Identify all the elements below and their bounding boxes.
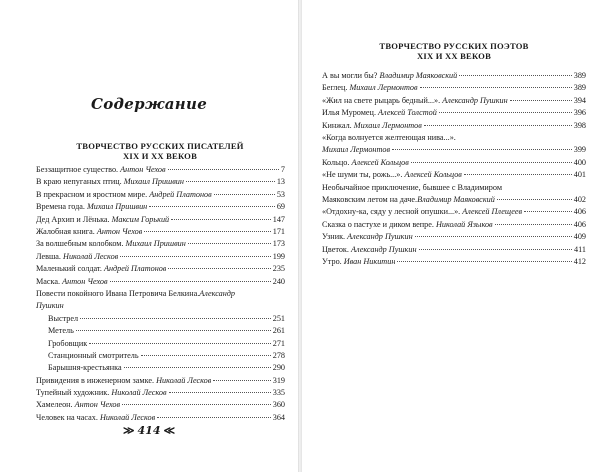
entry-title: Сказка о пастухе и диком вепре. Николай Языков	[322, 219, 493, 229]
dot-leader	[411, 162, 572, 163]
entry-page: 271	[272, 338, 285, 348]
toc-entry[interactable]	[322, 206, 586, 218]
entry-author: Антон Чехов	[74, 400, 121, 410]
dot-leader	[144, 231, 270, 232]
toc-entry[interactable]	[36, 399, 285, 411]
entry-title: Гробовщик	[48, 338, 88, 348]
entry-title: Утро. Иван Никитин	[322, 256, 396, 266]
entry-author: Владимир Маяковский	[417, 194, 495, 204]
toc-entry[interactable]	[36, 387, 285, 399]
entry-author: Николай Лесков	[63, 251, 119, 261]
toc-entry[interactable]	[36, 276, 285, 288]
toc-entry[interactable]	[322, 256, 586, 268]
toc-entry[interactable]	[36, 251, 285, 263]
entry-page: 13	[276, 177, 285, 187]
section-heading-line: ТВОРЧЕСТВО РУССКИХ ПИСАТЕЛЕЙ	[76, 141, 244, 151]
entry-title: Узник. Александр Пушкин	[322, 232, 413, 242]
entry-title: «Жил на свете рыцарь бедный...». Александр Пушкин	[322, 95, 508, 105]
toc-entry[interactable]	[322, 70, 586, 82]
entry-author: Николай Лесков	[99, 412, 156, 422]
entry-title: Цветок. Александр Пушкин	[322, 244, 417, 254]
toc-entry[interactable]	[322, 244, 586, 256]
entry-title: Маска. Антон Чехов	[36, 276, 108, 286]
entry-page: 389	[573, 71, 586, 80]
entry-page: 409	[573, 232, 586, 242]
contents-title: Содержание	[90, 95, 208, 113]
entry-title: «Не шуми ты, рожь...». Алексей Кольцов	[322, 170, 462, 180]
entry-author: Алексей Плещеев	[462, 207, 523, 217]
entry-author: Александр Пушкин	[442, 95, 508, 105]
entry-author: Андрей Платонов	[149, 189, 212, 199]
dot-leader	[169, 392, 271, 393]
toc-entry[interactable]	[36, 263, 285, 275]
toc-entry[interactable]	[36, 375, 285, 387]
toc-sub-entry[interactable]	[36, 350, 285, 362]
toc-entry[interactable]	[322, 231, 586, 243]
entry-title: Необычайное приключение, бывшее с Владимиром	[322, 182, 503, 192]
dot-leader	[459, 75, 571, 76]
dot-leader	[122, 404, 271, 405]
entry-page: 335	[272, 388, 285, 398]
entry-title: Жалобная книга. Антон Чехов	[36, 226, 143, 236]
entry-author: Александр Пушкин	[347, 232, 413, 242]
toc-entry-adventure[interactable]	[322, 182, 586, 207]
toc-writers	[36, 164, 285, 424]
toc-sub-entry[interactable]	[36, 362, 285, 374]
section-heading-poets	[322, 41, 586, 61]
entry-page: 251	[272, 313, 285, 323]
entry-page: 399	[573, 145, 586, 155]
toc-entry[interactable]	[36, 214, 285, 226]
entry-page: 261	[272, 326, 285, 336]
toc-entry[interactable]	[322, 157, 586, 169]
entry-page: 147	[272, 214, 285, 224]
ornament-right-icon: ≪	[163, 424, 175, 437]
entry-title: Времена года. Михаил Пришвин	[36, 202, 148, 212]
entry-title: Метель	[48, 326, 74, 336]
entry-author: Иван Никитин	[343, 256, 396, 266]
dot-leader	[397, 261, 571, 262]
entry-title: Человек на часах. Николай Лесков	[36, 412, 156, 422]
dot-leader	[124, 367, 271, 368]
toc-entry[interactable]	[322, 120, 586, 132]
entry-author: Михаил Пришвин	[123, 177, 184, 187]
page-number-text: 414	[137, 424, 161, 437]
entry-author: Николай Языков	[436, 219, 493, 229]
toc-entry[interactable]	[322, 95, 586, 107]
ornament-left-icon: ≫	[123, 424, 135, 437]
section-heading-writers	[36, 141, 284, 161]
entry-page: 173	[272, 239, 285, 249]
dot-leader	[120, 256, 270, 257]
entry-title: Хамелеон. Антон Чехов	[36, 400, 121, 410]
dot-leader	[464, 174, 572, 175]
entry-page: 406	[573, 207, 586, 217]
entry-author: Алексей Толстой	[378, 108, 437, 118]
dot-leader	[439, 112, 572, 113]
entry-author: Владимир Маяковский	[379, 71, 458, 80]
entry-title: Барышня-крестьянка	[48, 363, 122, 373]
entry-title: Дед Архип и Лёнька. Максим Горький	[36, 214, 170, 224]
entry-page: 7	[280, 165, 285, 174]
entry-author: Антон Чехов	[62, 276, 108, 286]
entry-page: 389	[573, 83, 586, 93]
entry-title: Кинжал. Михаил Лермонтов	[322, 120, 422, 130]
entry-page: 290	[272, 363, 285, 373]
dot-leader	[188, 243, 271, 244]
entry-title: «Отдохну-ка, сяду у лесной опушки...». Алексей Плещеев	[322, 207, 523, 217]
entry-author: Михаил Лермонтов	[353, 120, 422, 130]
entry-author: Алексей Кольцов	[404, 170, 462, 180]
entry-title: Беззащитное существо. Антон Чехов	[36, 165, 166, 174]
entry-title: За волшебным колобком. Михаил Пришвин	[36, 239, 186, 249]
entry-author: Николай Лесков	[111, 388, 167, 398]
dot-leader	[510, 100, 572, 101]
section-heading-line: XIX И XX ВЕКОВ	[417, 51, 491, 61]
toc-entry[interactable]	[36, 164, 285, 176]
dot-leader	[76, 330, 271, 331]
dot-leader	[424, 125, 572, 126]
dot-leader	[89, 343, 271, 344]
entry-page: 411	[574, 244, 586, 254]
dot-leader	[149, 206, 275, 207]
entry-page: 171	[272, 226, 285, 236]
toc-entry[interactable]	[322, 169, 586, 181]
entry-page: 240	[272, 276, 285, 286]
entry-author: Антон Чехов	[96, 226, 143, 236]
entry-title: Привидения в инженерном замке. Николай Лесков	[36, 375, 212, 385]
toc-sub-entry[interactable]	[36, 313, 285, 325]
entry-title: Маяковским летом на даче.	[322, 194, 418, 204]
entry-page: 412	[573, 256, 586, 266]
dot-leader	[168, 169, 279, 170]
entry-author: Пушкин	[36, 301, 64, 311]
entry-page: 360	[272, 400, 285, 410]
dot-leader	[495, 224, 572, 225]
toc-entry[interactable]	[36, 226, 285, 238]
page-number	[0, 424, 298, 437]
entry-page: 235	[272, 264, 285, 274]
entry-page: 53	[276, 189, 285, 199]
entry-page: 394	[573, 95, 586, 105]
entry-title: Илья Муромец. Алексей Толстой	[322, 108, 437, 118]
dot-leader	[419, 249, 573, 250]
entry-page: 398	[573, 120, 586, 130]
dot-leader	[420, 87, 572, 88]
dot-leader	[168, 268, 270, 269]
dot-leader	[214, 194, 275, 195]
dot-leader	[80, 318, 271, 319]
toc-entry[interactable]	[36, 412, 285, 424]
toc-entry-waves[interactable]	[322, 132, 586, 157]
toc-sub-entry[interactable]	[36, 338, 285, 350]
entry-title: Левша. Николай Лесков	[36, 251, 119, 261]
entry-page: 69	[276, 202, 285, 212]
entry-author: Михаил Пришвин	[125, 239, 186, 249]
section-heading-line: ТВОРЧЕСТВО РУССКИХ ПОЭТОВ	[379, 41, 529, 51]
toc-poets	[322, 70, 586, 268]
entry-author: Антон Чехов	[120, 165, 166, 174]
entry-title: Повести покойного Ивана Петровича Белкина.	[36, 288, 200, 298]
entry-title: В краю непуганых птиц. Михаил Пришвин	[36, 177, 184, 187]
entry-page: 199	[272, 251, 285, 261]
entry-title: «Когда волнуется желтеющая нива...».	[322, 132, 456, 142]
toc-entry-belkin[interactable]	[36, 288, 285, 313]
toc-entry[interactable]	[322, 107, 586, 119]
entry-page: 319	[272, 375, 285, 385]
entry-author: Андрей Платонов	[103, 264, 167, 274]
dot-leader	[157, 417, 271, 418]
entry-page: 401	[573, 170, 586, 180]
dot-leader	[524, 211, 572, 212]
toc-entry[interactable]	[36, 189, 285, 201]
dot-leader	[110, 281, 271, 282]
entry-author: Александр Пушкин	[351, 244, 417, 254]
entry-title: Тупейный художник. Николай Лесков	[36, 388, 167, 398]
entry-author: Михаил Пришвин	[86, 202, 148, 212]
dot-leader	[415, 236, 572, 237]
entry-title: Станционный смотритель	[48, 350, 139, 360]
toc-entry[interactable]	[36, 176, 285, 188]
entry-author: Александр	[199, 288, 236, 298]
dot-leader	[213, 380, 270, 381]
section-heading-line: XIX И XX ВЕКОВ	[123, 151, 197, 161]
entry-title: Кольцо. Алексей Кольцов	[322, 157, 409, 167]
entry-page: 396	[573, 108, 586, 118]
entry-page: 364	[272, 412, 285, 422]
toc-entry[interactable]	[322, 219, 586, 231]
entry-title: А вы могли бы? Владимир Маяковский	[322, 71, 458, 80]
entry-author: Максим Горький	[111, 214, 170, 224]
toc-sub-entry[interactable]	[36, 325, 285, 337]
dot-leader	[141, 355, 271, 356]
entry-title: В прекрасном и яростном мире. Андрей Платонов	[36, 189, 212, 199]
toc-entry[interactable]	[36, 238, 285, 250]
entry-title: Беглец. Михаил Лермонтов	[322, 83, 418, 93]
dot-leader	[186, 181, 275, 182]
dot-leader	[171, 219, 271, 220]
entry-page: 402	[573, 194, 586, 204]
entry-title: Выстрел	[48, 313, 79, 323]
entry-author: Михаил Лермонтов	[322, 145, 391, 155]
toc-entry[interactable]	[36, 201, 285, 213]
entry-page: 278	[272, 350, 285, 360]
entry-author: Николай Лесков	[156, 375, 212, 385]
entry-page: 400	[573, 157, 586, 167]
entry-title: Маленький солдат. Андрей Платонов	[36, 264, 167, 274]
entry-author: Алексей Кольцов	[351, 157, 409, 167]
toc-entry[interactable]	[322, 82, 586, 94]
entry-author: Михаил Лермонтов	[349, 83, 418, 93]
entry-page: 406	[573, 219, 586, 229]
